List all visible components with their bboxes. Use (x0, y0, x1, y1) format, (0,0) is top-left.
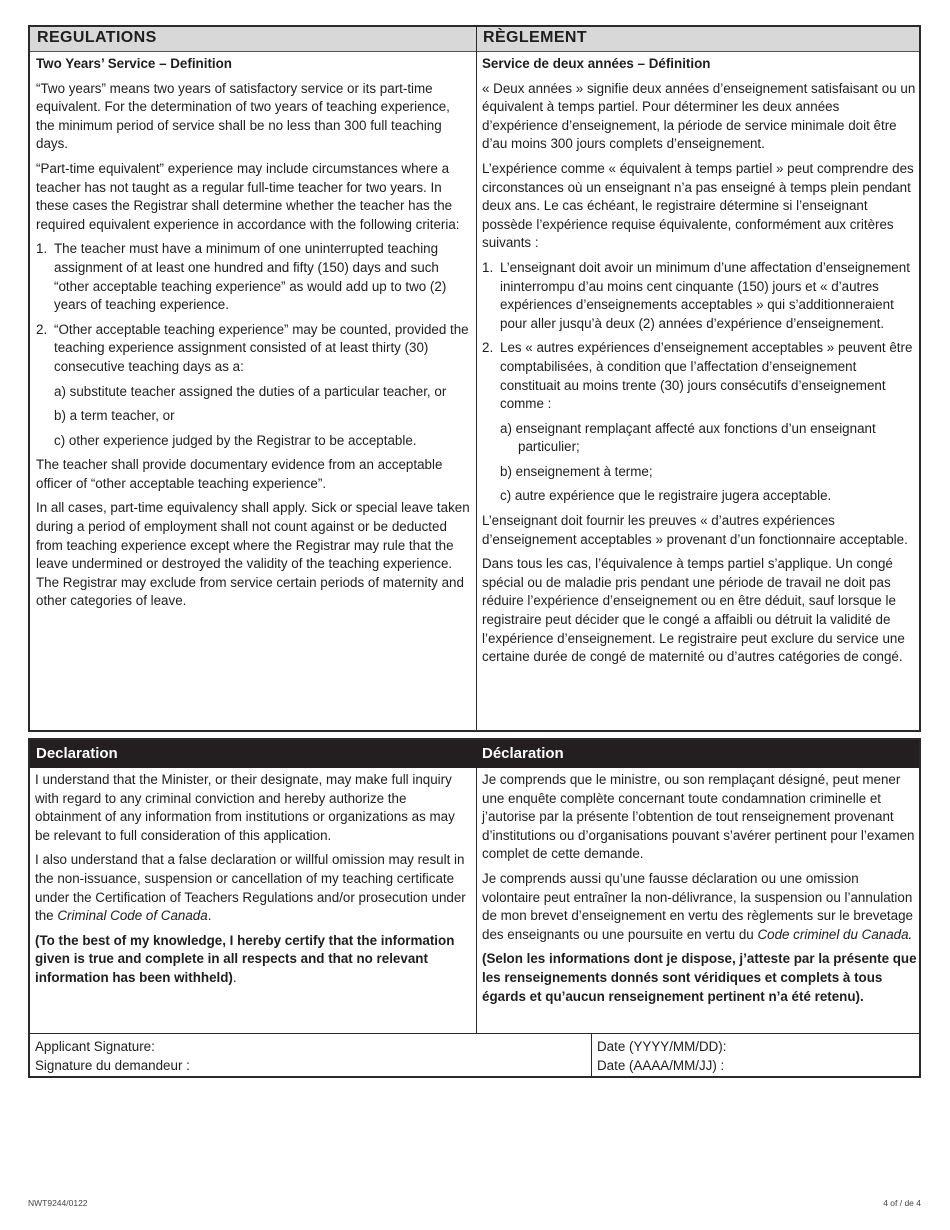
certification-statement: (Selon les informations dont je dispose, j’atteste par la présente que les renseignements donnés sont véridiques et complets à tous égards et qu’aucun renseignement pertinent n’a été retenu). (482, 951, 917, 1004)
list-item-text: Les « autres expériences d’enseignement acceptables » peuvent être comptabilisées, à condition que l’affectation d’enseignement constituait au moins trente (30) jours consécutifs d’enseignement comme : (500, 340, 913, 412)
list-item-text: The teacher must have a minimum of one uninterrupted teaching assignment of at least one hundred and fifty (150) days and such “other acceptable teaching experience” as would add up to two (2) years of teaching experience. (54, 241, 447, 313)
regulations-header (30, 27, 919, 52)
sub-item-a: a) enseignant remplaçant affecté aux fonctions d’un enseignant particulier; (500, 420, 876, 455)
regulations-paragraph: L’enseignant doit fournir les preuves « d’autres expériences d’enseignement acceptables » provenant d’un fonctionnaire acceptable. (482, 513, 908, 547)
declaration-text: I also understand that a false declaration or willful omission may result in the non-issuance, suspension or cancellation of my teaching certificate under the Certification of Teachers Regulations and/or prosecution under the (35, 852, 466, 924)
regulations-paragraph: The teacher shall provide documentary evidence from an acceptable officer of “other acceptable teaching experience”. (36, 457, 443, 491)
regulations-paragraph: L’expérience comme « équivalent à temps partiel » peut comprendre des circonstances où un enseignant n’a pas enseigné à temps plein pendant deux ans. Le cas échéant, le registraire détermine si l’enseignant possède l’expérience requise équivalente, conformément aux critères suivants : (482, 160, 914, 251)
list-item-text: L’enseignant doit avoir un minimum d’une affectation d’enseignement ininterrompu d’au moins cent cinquante (150) jours et « d’autres expériences d’enseignements acceptables » qui s’additionneraient pour aller jusqu’à deux (2) années d’expérience d’enseignement. (500, 259, 910, 331)
date-field[interactable] (597, 1038, 915, 1075)
declaration-english-column (35, 771, 471, 994)
sub-item-c: c) autre expérience que le registraire jugera acceptable. (500, 488, 832, 504)
regulations-subtitle-en: Two Years’ Service – Definition (36, 56, 232, 71)
regulations-english-column (36, 55, 470, 617)
sub-item-a: a) substitute teacher assigned the duties of a particular teacher, or (54, 383, 447, 399)
date-label-en: Date (YYYY/MM/DD): (597, 1039, 727, 1054)
regulations-paragraph: Dans tous les cas, l’équivalence à temps partiel s’applique. Un congé spécial ou de maladie pris pendant une période de travail ne doit pas réduire l’expérience d’enseignement ou en être déduit, sauf lorsque le registraire peut décider que le congé a affaibli ou détruit la validité de l’expérience d’enseignement. Le registraire peut exclure du service une certaine durée de congé de maternité ou d’autres catégories de congé. (482, 556, 905, 665)
sub-item-b: b) a term teacher, or (54, 408, 175, 424)
form-code: NWT9244/0122 (28, 1198, 88, 1208)
regulations-title-fr: RÈGLEMENT (483, 29, 588, 46)
list-item (482, 259, 918, 333)
declaration-header (30, 740, 919, 768)
regulations-paragraph: In all cases, part-time equivalency shall apply. Sick or special leave taken during a period of employment shall not count against or be deducted from teaching experience except where the Registrar may rule that the leave undermined or destroyed the validity of the teaching experience. The Registrar may exclude from service certain periods of maternity and other categories of leave. (36, 500, 470, 609)
list-number: 1. (482, 259, 494, 275)
declaration-title-fr: Déclaration (482, 745, 564, 762)
criteria-list (36, 240, 470, 376)
list-item (482, 339, 918, 413)
criminal-code-title: Criminal Code of Canada (57, 908, 208, 924)
declaration-french-column (482, 771, 919, 1012)
regulations-subtitle-fr: Service de deux années – Définition (482, 56, 711, 71)
regulations-section (28, 25, 921, 732)
declaration-paragraph (35, 851, 471, 925)
list-number: 2. (36, 321, 48, 337)
certification-text: (To the best of my knowledge, I hereby certify that the information given is true and complete in all respects and that no relevant information has been withheld) (35, 932, 455, 985)
page-number: 4 of / de 4 (883, 1198, 921, 1208)
declaration-text: . (207, 908, 212, 924)
list-number: 2. (482, 340, 494, 356)
regulations-paragraph: « Deux années » signifie deux années d’enseignement satisfaisant ou un équivalent à temps partiel. Pour déterminer les deux années d’expérience d’enseignement, la période de service minimale doit être d’au moins 300 jours complets d’enseignement. (482, 80, 916, 152)
signature-label-en: Applicant Signature: (35, 1039, 155, 1054)
criminal-code-title: Code criminel du Canada. (757, 926, 913, 942)
sub-item-c: c) other experience judged by the Registrar to be acceptable. (54, 432, 417, 448)
signature-row-divider (30, 1033, 919, 1034)
regulations-title-en: REGULATIONS (37, 29, 157, 46)
column-divider (476, 768, 477, 1033)
regulations-paragraph: “Part-time equivalent” experience may include circumstances where a teacher has not taught as a regular full-time teacher for two years. In these cases the Registrar shall determine whether the teacher has the required equivalent experience in accordance with the following criteria: (36, 160, 460, 232)
declaration-text: Je comprends aussi qu’une fausse déclaration ou une omission volontaire peut entraîner la non-délivrance, la suspension ou l’annulation de mon brevet d’enseignement en vertu des règlements sur le brevetage des enseignants ou une poursuite en vertu du (482, 870, 913, 942)
list-item-text: “Other acceptable teaching experience” may be counted, provided the teaching experience assignment consisted of at least thirty (30) consecutive teaching days as a: (54, 321, 469, 374)
list-number: 1. (36, 241, 48, 257)
declaration-paragraph: I understand that the Minister, or their designate, may make full inquiry with regard to any criminal conviction and hereby authorize the obtainment of any information from institutions or organizations as may be relevant to full consideration of this application. (35, 772, 455, 843)
date-label-fr: Date (AAAA/MM/JJ) : (597, 1057, 725, 1073)
declaration-paragraph: Je comprends que le ministre, ou son remplaçant désigné, peut mener une enquête complète concernant toute condamnation criminelle et j’autorise par la présente l’obtention de tout renseignement provenant d’institutions ou d’organisations pouvant s’avérer pertinent pour l’examen complet de cette demande. (482, 772, 915, 862)
list-item (36, 240, 470, 314)
regulations-french-column (482, 55, 918, 673)
declaration-title-en: Declaration (36, 745, 118, 762)
criteria-list (482, 259, 918, 414)
declaration-paragraph (482, 870, 919, 944)
column-divider (476, 27, 477, 732)
list-item (36, 321, 470, 377)
certification-statement (35, 932, 471, 988)
sub-item-b: b) enseignement à terme; (500, 463, 653, 479)
declaration-section (28, 738, 921, 1078)
declaration-text: . (232, 969, 237, 985)
signature-label-fr: Signature du demandeur : (35, 1057, 190, 1073)
applicant-signature-field[interactable] (35, 1038, 585, 1075)
regulations-paragraph: “Two years” means two years of satisfactory service or its part-time equivalent. For the determination of two years of teaching experience, the minimum period of service shall be no less than 300 full teaching days. (36, 80, 450, 152)
signature-divider (591, 1033, 592, 1078)
